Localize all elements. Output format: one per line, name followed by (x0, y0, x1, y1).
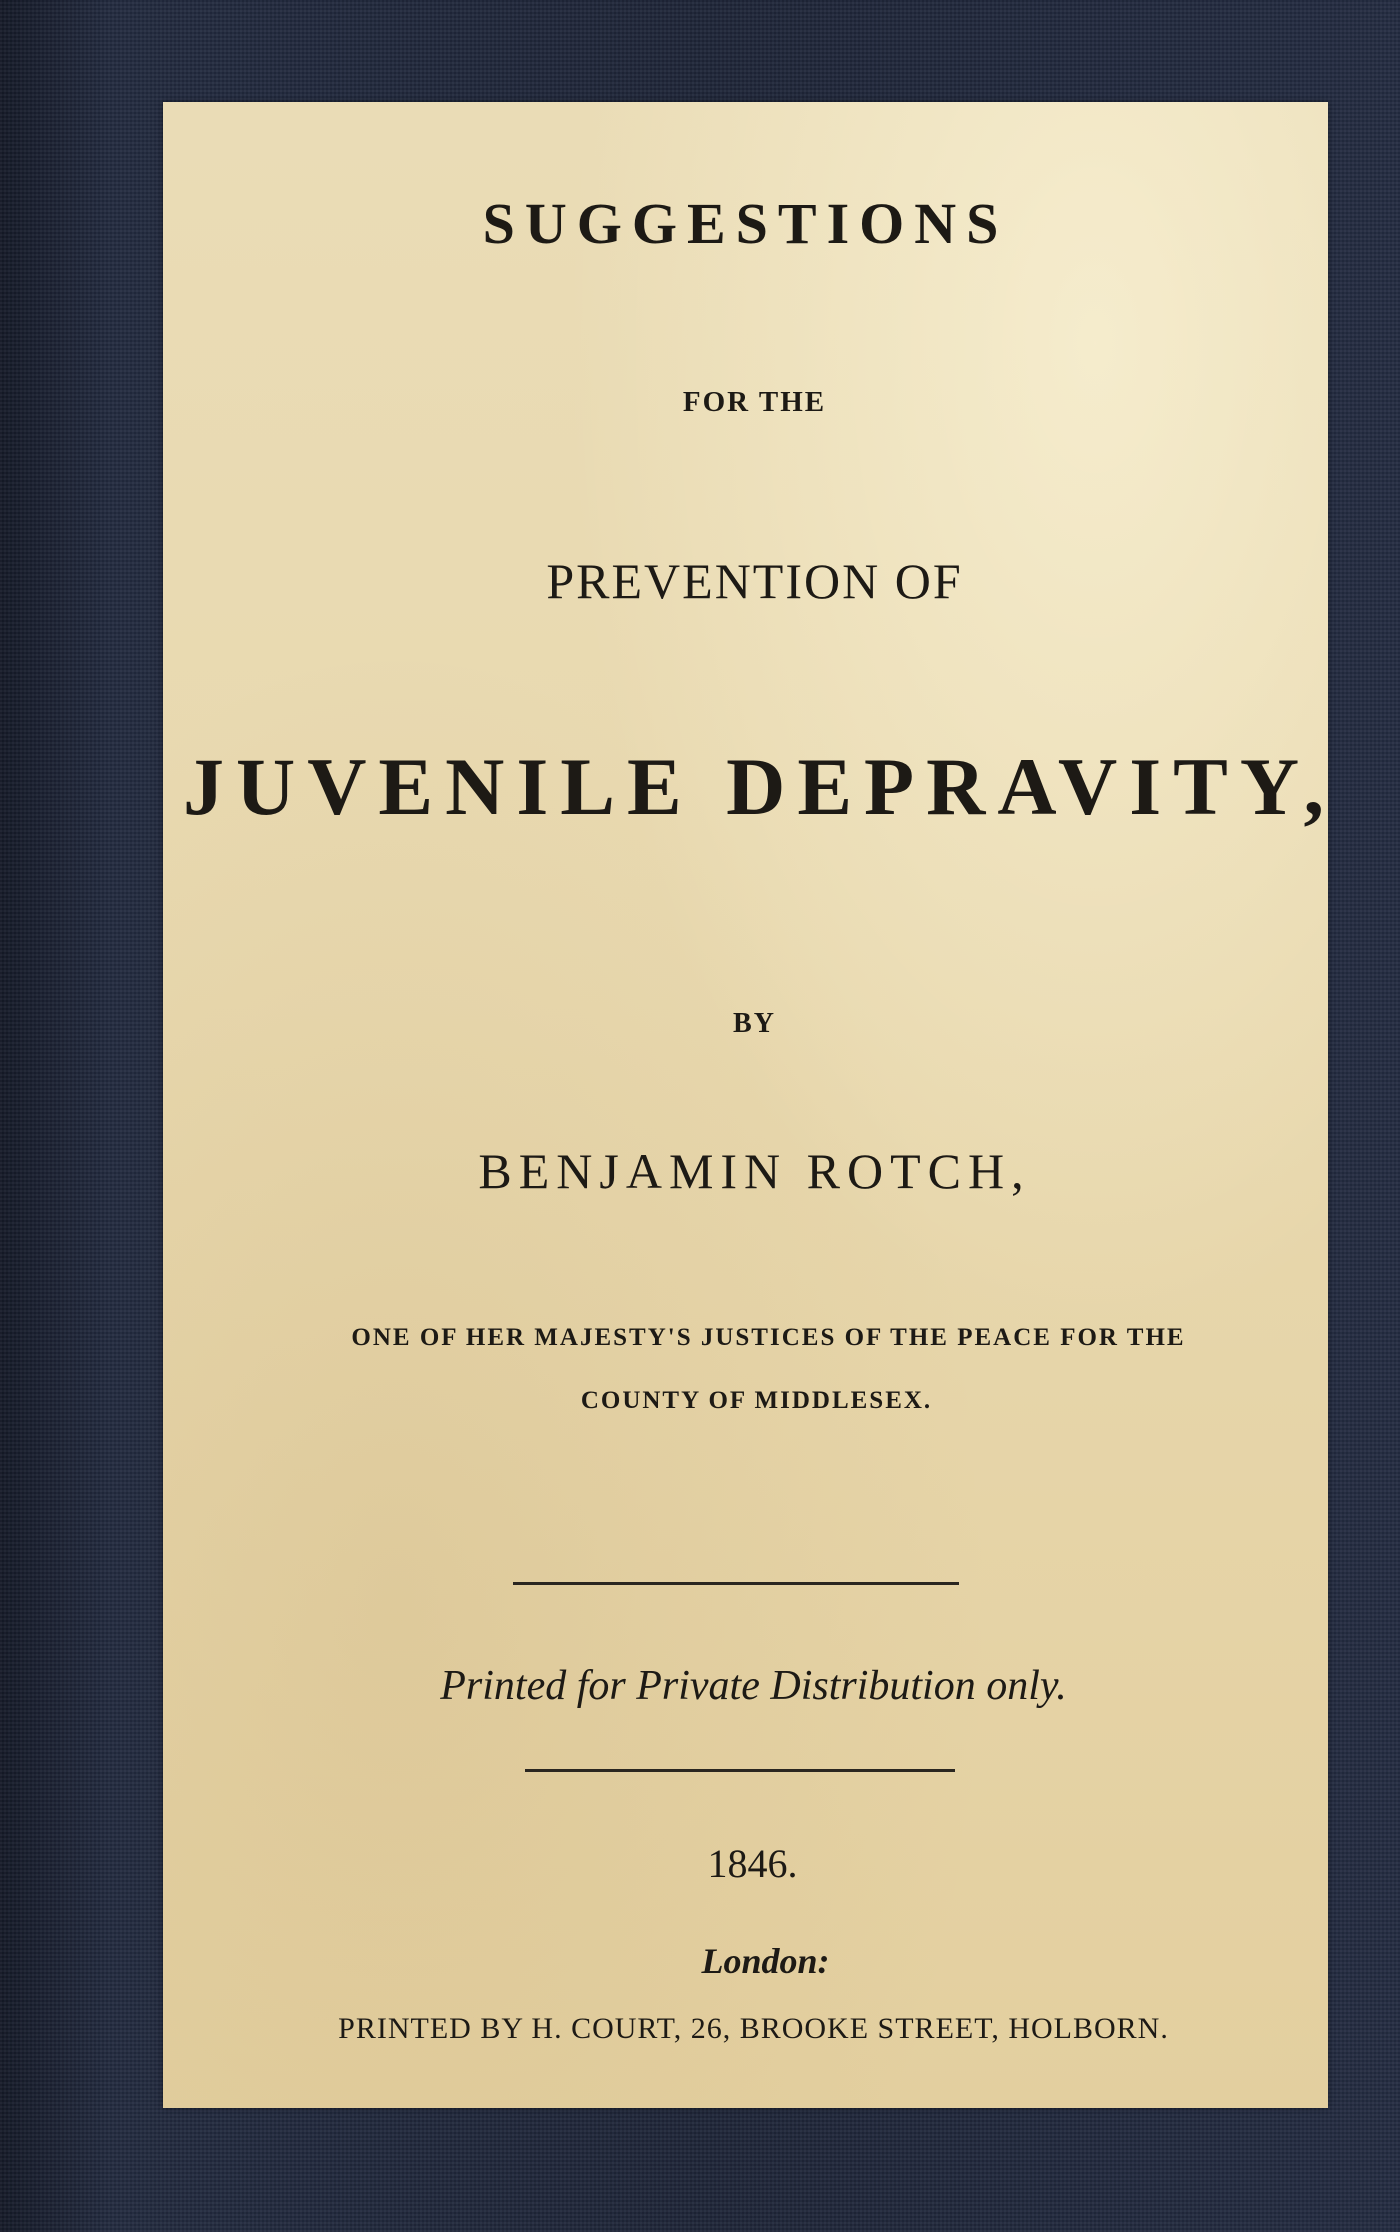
publication-place: London: (701, 1941, 830, 1981)
book-title: SUGGESTIONS (482, 191, 1009, 256)
byline-label: BY (733, 1008, 776, 1039)
divider-rule-top (513, 1582, 959, 1585)
divider-rule-bottom (525, 1769, 955, 1772)
title-connector: FOR THE (682, 386, 827, 418)
title-line-prevention: PREVENTION OF (546, 553, 963, 609)
author-name: BENJAMIN ROTCH, (478, 1143, 1031, 1199)
author-office-line-2: COUNTY OF MIDDLESEX. (580, 1387, 933, 1414)
publication-year: 1846. (707, 1841, 798, 1886)
title-subject: JUVENILE DEPRAVITY, (183, 741, 1337, 832)
title-page (163, 102, 1337, 2108)
distribution-note: Printed for Private Distribution only. (440, 1663, 1067, 1709)
printer-imprint: PRINTED BY H. COURT, 26, BROOKE STREET, HOLBORN. (338, 2012, 1169, 2045)
author-office-line-1: ONE OF HER MAJESTY'S JUSTICES OF THE PEACE FOR THE (351, 1324, 1186, 1351)
